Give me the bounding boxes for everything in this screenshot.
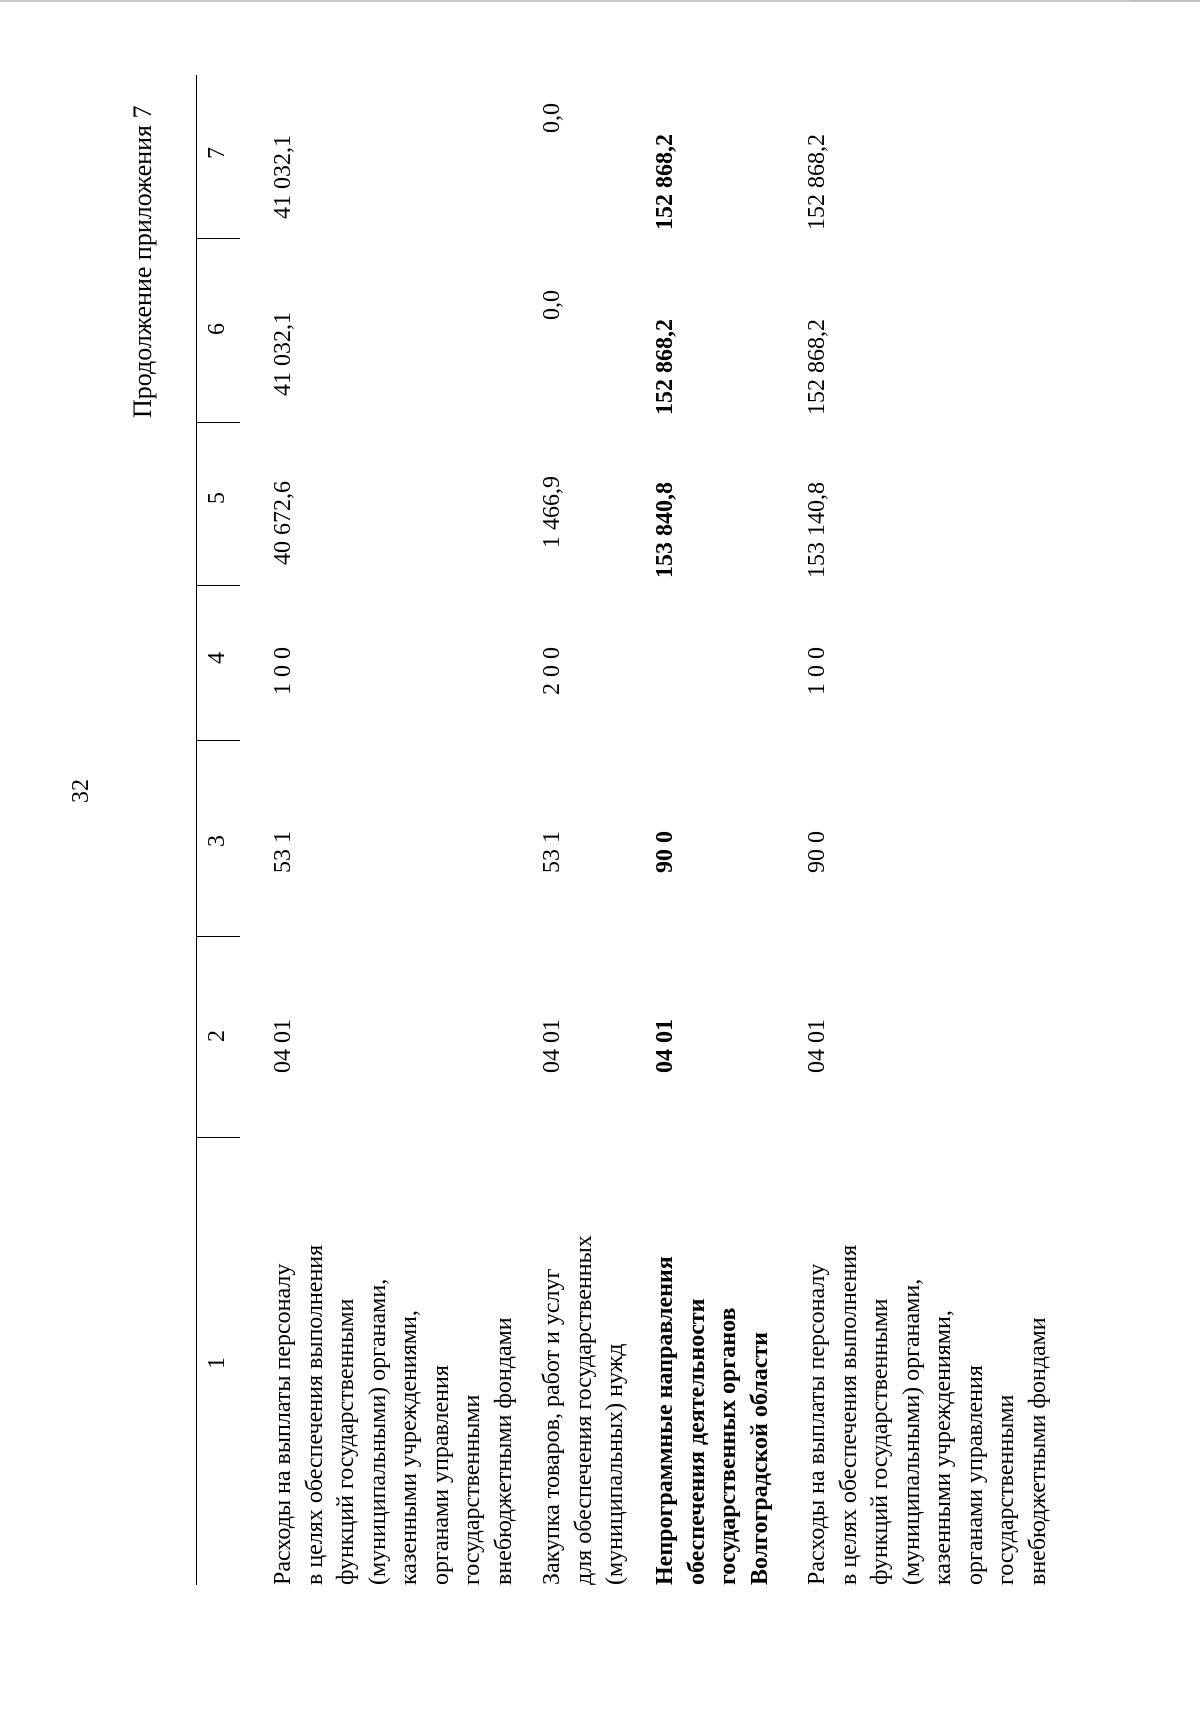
row-1-col-5: 40 672,6: [270, 481, 296, 565]
page-number: 32: [68, 779, 94, 803]
row-1-col-2: 04 01: [270, 1019, 296, 1073]
row-1-label-line: казенными учреждениями,: [396, 1310, 422, 1585]
row-3-label-line: обеспечения деятельности: [683, 1298, 710, 1585]
row-3-col-6: 152 868,2: [652, 319, 678, 415]
row-2-col-3: 53 1: [539, 831, 565, 873]
column-header-2: 2: [204, 1030, 230, 1042]
row-3-col-7: 152 868,2: [652, 134, 678, 230]
row-4-col-6: 152 868,2: [804, 319, 830, 415]
row-1-label-line: (муниципальными) органами,: [364, 1278, 391, 1585]
row-4-label-line: государственными: [993, 1394, 1019, 1585]
row-1-label-line: внебюджетными фондами: [490, 1317, 517, 1585]
row-4-label-line: внебюджетными фондами: [1024, 1317, 1051, 1585]
column-header-7: 7: [204, 147, 230, 159]
row-1-label-line: в целях обеспечения выполнения: [301, 1244, 328, 1585]
row-1-label-line: функций государственными: [333, 1298, 359, 1585]
column-separator: [196, 585, 240, 586]
row-3-col-3: 90 0: [652, 831, 678, 873]
row-2-label: [537, 1235, 632, 1585]
row-2-col-5: 1 466,9: [539, 476, 565, 548]
row-3-col-2: 04 01: [652, 1019, 678, 1073]
column-separator: [196, 740, 240, 741]
row-2-label-line: Закупка товаров, работ и услуг: [539, 1268, 565, 1585]
row-1-col-6: 41 032,1: [270, 312, 296, 396]
row-2-label-line: (муниципальных) нужд: [602, 1343, 628, 1585]
row-1-label-line: Расходы на выплаты персоналу: [270, 1263, 296, 1585]
row-4-label-line: казенными учреждениями,: [930, 1310, 956, 1585]
row-4-label-line: функций государственными: [867, 1298, 893, 1585]
column-header-5: 5: [204, 492, 230, 504]
row-3-label-line: Непрограммные направления: [652, 1256, 678, 1585]
row-2-col-4: 2 0 0: [539, 647, 565, 695]
column-header-4: 4: [204, 652, 230, 664]
column-header-6: 6: [204, 323, 230, 335]
column-separator: [196, 936, 240, 937]
row-4-label: [802, 1245, 1054, 1585]
column-header-1: 1: [204, 1357, 230, 1369]
row-1-col-3: 53 1: [270, 831, 296, 873]
row-4-label-line: в целях обеспечения выполнения: [835, 1244, 862, 1585]
row-4-col-3: 90 0: [804, 831, 830, 873]
row-4-col-7: 152 868,2: [804, 134, 830, 230]
row-3-col-5: 153 840,8: [652, 482, 678, 578]
row-4-col-5: 153 140,8: [804, 482, 830, 578]
column-separator: [196, 422, 240, 423]
column-header-3: 3: [204, 835, 230, 847]
row-3-label: [650, 1256, 776, 1585]
row-1-col-4: 1 0 0: [270, 647, 296, 695]
column-separator: [196, 1137, 240, 1138]
row-4-label-line: Расходы на выплаты персоналу: [804, 1263, 830, 1585]
row-2-label-line: для обеспечения государственных: [570, 1235, 597, 1585]
row-1-label-line: государственными: [459, 1394, 485, 1585]
row-2-col-7: 0,0: [539, 103, 565, 133]
continuation-caption: Продолжение приложения 7: [128, 105, 157, 418]
row-4-label-line: органами управления: [961, 1365, 988, 1585]
row-4-col-4: 1 0 0: [804, 647, 830, 695]
row-4-label-line: (муниципальными) органами,: [898, 1278, 925, 1585]
row-2-col-2: 04 01: [539, 1019, 565, 1073]
row-4-col-2: 04 01: [804, 1019, 830, 1073]
row-3-label-line: Волгоградской области: [746, 1332, 773, 1585]
row-2-col-6: 0,0: [539, 290, 565, 320]
row-1-label: [268, 1245, 520, 1585]
row-1-label-line: органами управления: [427, 1365, 454, 1585]
row-1-col-7: 41 032,1: [270, 135, 296, 219]
column-separator: [196, 238, 240, 239]
table-header-rule: [196, 75, 197, 1585]
row-3-label-line: государственных органов: [715, 1307, 741, 1585]
